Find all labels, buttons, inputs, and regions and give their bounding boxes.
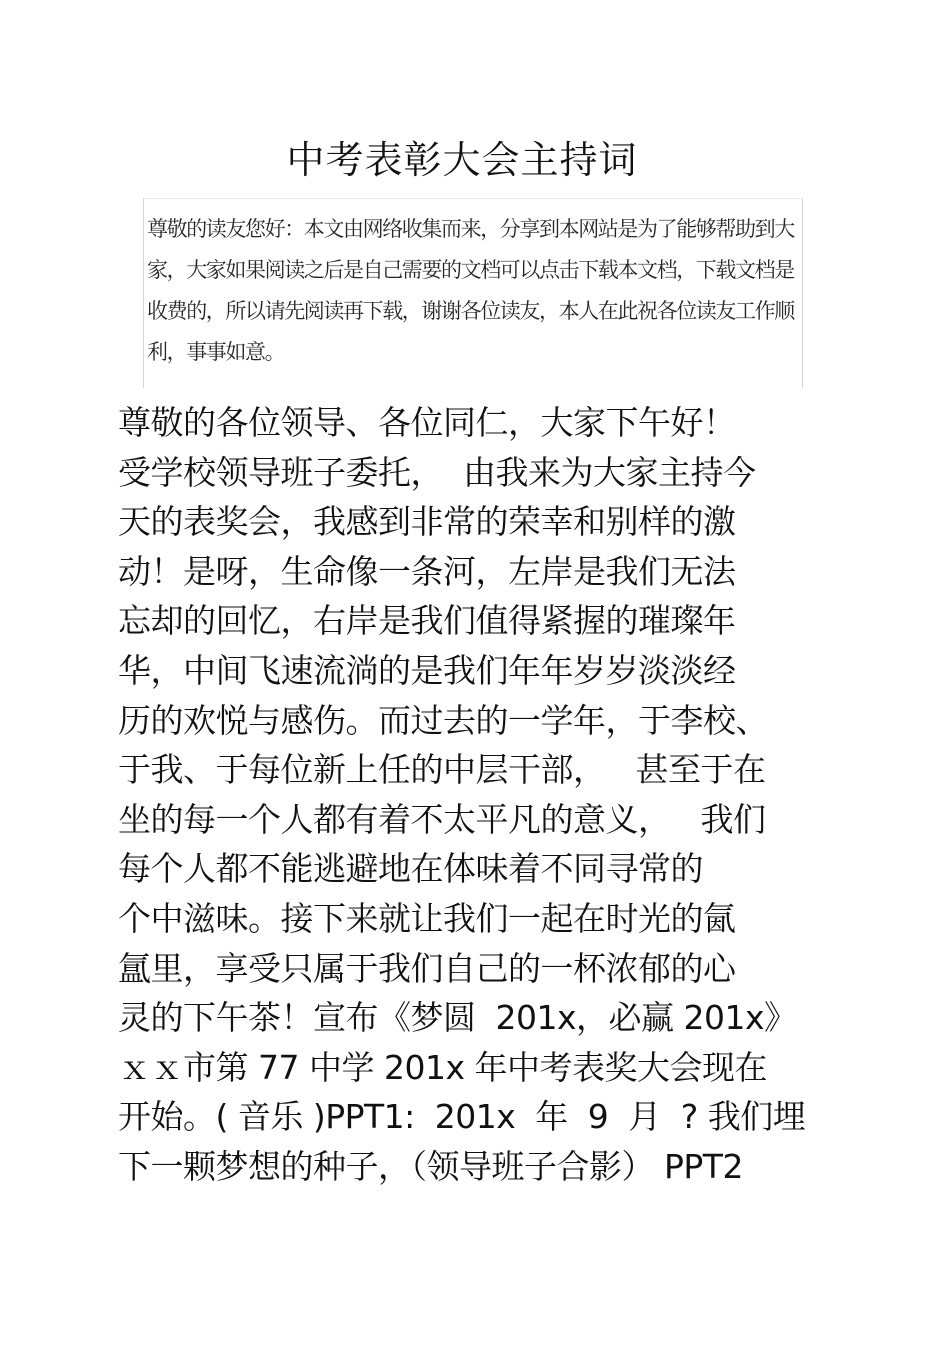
body-line: 每个人都不能逃避地在体味着不同寻常的 xyxy=(118,849,703,889)
notice-line: 收费的，所以请先阅读再下载，谢谢各位读友，本人在此祝各位读友工作顺 xyxy=(147,299,794,323)
body-line: 受学校领导班子委托， 由我来为大家主持今 xyxy=(118,452,756,492)
body-line: 下一颗梦想的种子，（领导班子合影） PPT2 xyxy=(118,1146,743,1186)
body-line: 坐的每一个人都有着不太平凡的意义， 我们 xyxy=(118,799,766,839)
body-line: 灵的下午茶！宣布《梦圆 201x，必赢 201x》 xyxy=(118,998,797,1038)
body-line: 历的欢悦与感伤。而过去的一学年，于李校、 xyxy=(118,700,768,740)
reader-notice-box xyxy=(143,198,803,388)
notice-line: 利，事事如意。 xyxy=(147,340,285,364)
body-line: 个中滋味。接下来就让我们一起在时光的氤 xyxy=(118,898,736,938)
body-line: ｘｘ市第 77 中学 201x 年中考表奖大会现在 xyxy=(118,1047,767,1087)
body-line: 天的表奖会，我感到非常的荣幸和别样的激 xyxy=(118,502,736,542)
document-title: 中考表彰大会主持词 xyxy=(286,138,638,182)
body-line: 氲里，享受只属于我们自己的一杯浓郁的心 xyxy=(118,948,736,988)
notice-line: 家，大家如果阅读之后是自己需要的文档可以点击下载本文档，下载文档是 xyxy=(147,258,794,282)
notice-line: 尊敬的读友您好：本文由网络收集而来，分享到本网站是为了能够帮助到大 xyxy=(147,217,794,241)
body-line: 开始。( 音乐 )PPT1: 201x 年 9 月 ? 我们埋 xyxy=(118,1097,806,1137)
document-body xyxy=(118,398,838,1192)
body-line: 动！是呀，生命像一条河，左岸是我们无法 xyxy=(118,551,736,591)
body-line: 华，中间飞速流淌的是我们年年岁岁淡淡经 xyxy=(118,650,736,690)
body-line: 于我、于每位新上任的中层干部， 甚至于在 xyxy=(118,750,766,790)
body-line: 尊敬的各位领导、各位同仁，大家下午好！ xyxy=(118,403,736,442)
body-line: 忘却的回忆，右岸是我们值得紧握的璀璨年 xyxy=(118,601,736,641)
